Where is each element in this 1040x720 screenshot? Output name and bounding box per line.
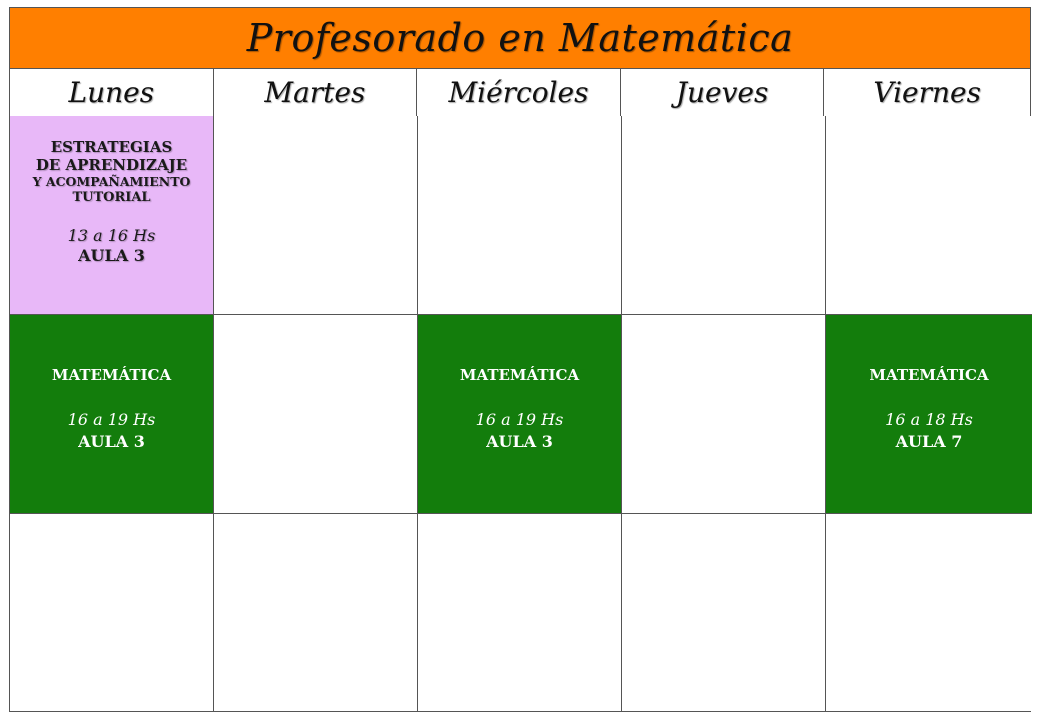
class-time: 16 a 18 Hs [885,410,973,429]
schedule-table [9,7,1031,712]
day-header-martes: Martes [214,68,418,116]
cell-lunes-slot-2 [10,315,214,514]
days-header-row [10,68,1030,117]
cell-miercoles-slot-3 [418,514,622,711]
cell-jueves-slot-2 [622,315,826,514]
cell-viernes-slot-3 [826,514,1032,711]
day-header-jueves: Jueves [621,68,825,116]
day-header-viernes: Viernes [873,75,981,109]
class-room: AULA 3 [78,246,145,265]
class-room: AULA 3 [486,432,553,451]
cell-miercoles-slot-2 [418,315,622,514]
class-block-estrategias [10,138,213,266]
schedule-grid [10,116,1030,711]
subject-line-3: Y ACOMPAÑAMIENTO [32,174,191,189]
class-time: 16 a 19 Hs [67,410,156,429]
subject-line-4: TUTORIAL [72,190,151,205]
class-block-matematica-lunes [10,365,213,452]
cell-jueves-slot-3 [622,514,826,711]
class-block-matematica-miercoles [418,365,621,452]
cell-miercoles-slot-1 [418,116,622,315]
class-time: 13 a 16 Hs [67,226,156,245]
cell-martes-slot-3 [214,514,418,711]
cell-martes-slot-1 [214,116,418,315]
cell-lunes-slot-1 [10,116,214,315]
page-title: Profesorado en Matemática [246,16,794,60]
cell-lunes-slot-3 [10,514,214,711]
class-room: AULA 7 [895,432,963,451]
class-subject: MATEMÁTICA [51,366,172,384]
class-room: AULA 3 [78,432,145,451]
title-bar [10,8,1030,69]
cell-jueves-slot-1 [622,116,826,315]
cell-viernes-slot-1 [826,116,1032,315]
class-subject: MATEMÁTICA [869,366,989,384]
day-header-lunes: Lunes [10,68,214,116]
day-header-miercoles: Miércoles [417,68,621,116]
class-time: 16 a 19 Hs [475,410,564,429]
cell-viernes-slot-2 [826,315,1032,514]
class-subject: MATEMÁTICA [459,366,580,384]
subject-line-1: ESTRATEGIAS [50,138,173,156]
class-block-matematica-viernes [826,365,1032,452]
subject-line-2: DE APRENDIZAJE [35,156,188,174]
cell-martes-slot-2 [214,315,418,514]
